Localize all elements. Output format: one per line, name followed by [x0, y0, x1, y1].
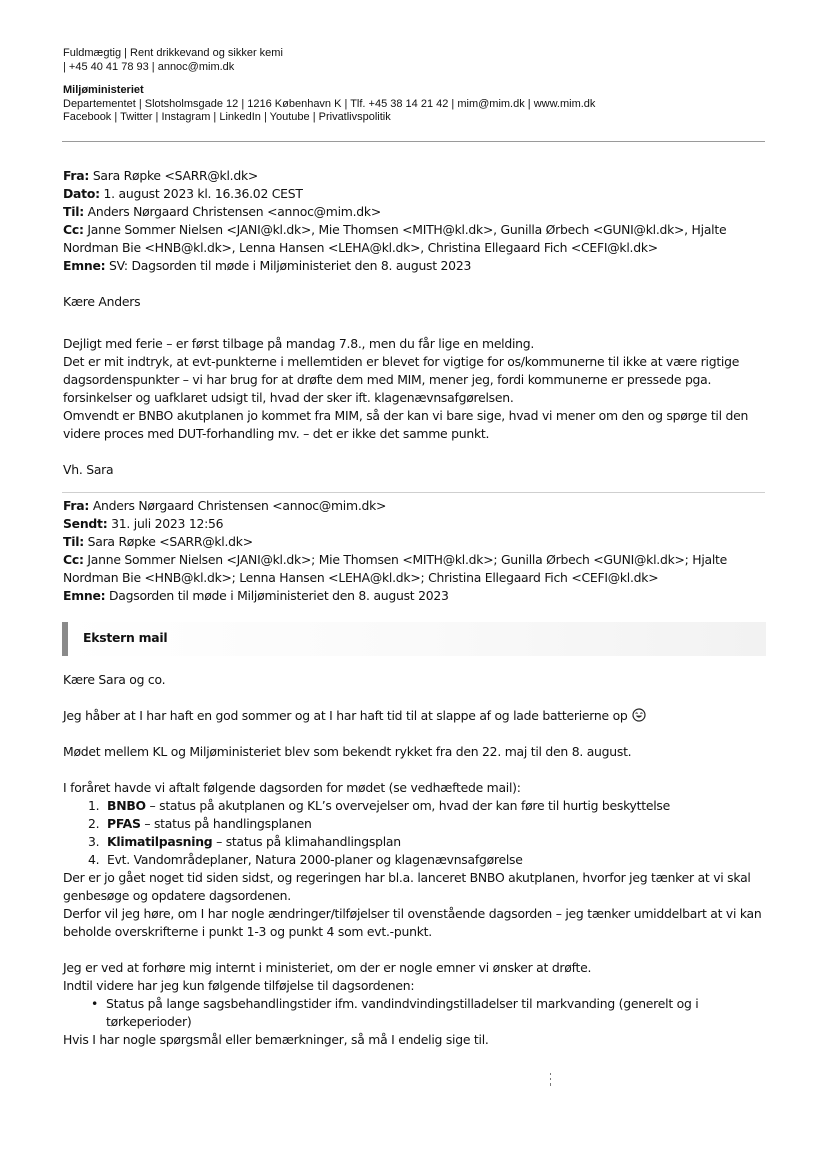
- signature-social: Facebook | Twitter | Instagram | LinkedIn | Youtube | Privatlivspolitik: [63, 111, 391, 123]
- divider: [62, 492, 765, 493]
- agenda-item: 2. PFAS – status på handlingsplanen: [88, 816, 312, 831]
- original-p2: Mødet mellem KL og Miljøministeriet blev som bekendt rykket fra den 22. maj til den 8. august.: [63, 744, 632, 759]
- reply-from: Fra: Sara Røpke <SARR@kl.dk>: [63, 168, 259, 183]
- original-p6: Jeg er ved at forhøre mig internt i ministeriet, om der er nogle emner vi ønsker at drøfte.: [63, 960, 592, 975]
- smiley-icon: [632, 708, 646, 722]
- reply-subject: Emne: SV: Dagsorden til møde i Miljøministeriet den 8. august 2023: [63, 258, 472, 273]
- scan-mark: [549, 1073, 552, 1087]
- signature-contact: | +45 40 41 78 93 | annoc@mim.dk: [63, 60, 235, 73]
- original-p3: I foråret havde vi aftalt følgende dagsorden for mødet (se vedhæftede mail):: [63, 780, 521, 795]
- original-from: Fra: Anders Nørgaard Christensen <annoc@mim.dk>: [63, 498, 387, 513]
- banner-bar: [62, 622, 68, 656]
- original-email-header: [63, 497, 775, 605]
- original-cc: Cc: Janne Sommer Nielsen <JANI@kl.dk>; Mie Thomsen <MITH@kl.dk>; Gunilla Ørbech <GUNI@kl.dk>; Hjalte Nordman Bie <HNB@kl.dk>; Lenna Hansen <LEHA@kl.dk>; Christina Ellegaard Fich <CEFI@kl.dk>: [63, 552, 728, 585]
- original-email-body: [63, 671, 775, 1049]
- agenda-item: 4. Evt. Vandområdeplaner, Natura 2000-planer og klagenævnsafgørelse: [88, 852, 523, 867]
- divider: [62, 141, 765, 142]
- original-p8: Hvis I har nogle spørgsmål eller bemærkninger, så må I endelig sige til.: [63, 1032, 489, 1047]
- original-p5: Derfor vil jeg høre, om I har nogle ændringer/tilføjelser til ovenstående dagsorden – jeg tænker umiddelbart at vi kan beholde overskrifterne i punkt 1-3 og punkt 4 som evt.-punkt.: [63, 906, 762, 939]
- reply-body: [63, 329, 775, 443]
- addition-item: • Status på lange sagsbehandlingstider ifm. vandindvindingstilladelser til markvanding (generelt og i tørkeperioder): [91, 996, 699, 1029]
- original-greeting: Kære Sara og co.: [63, 672, 166, 687]
- agenda-item: 3. Klimatilpasning – status på klimahandlingsplan: [88, 834, 401, 849]
- original-p1: Jeg håber at I har haft en god sommer og at I har haft tid til at slappe af og lade batterierne op: [63, 707, 775, 725]
- external-mail-banner: [62, 622, 766, 656]
- signature-role: Fuldmægtig | Rent drikkevand og sikker kemi: [63, 47, 283, 59]
- reply-date: Dato: 1. august 2023 kl. 16.36.02 CEST: [63, 186, 303, 201]
- reply-body-line: Det er mit indtryk, at evt-punkterne i mellemtiden er blevet for vigtige for os/kommunerne til ikke at være rigtige dagsordenspunkter – vi har brug for at drøfte dem med MIM, mener jeg, fordi kommunerne er pressede pga. forsinkelser og uafklaret udsigt til, hvad der sker ift. klagenævnsafgørelsen.: [63, 354, 740, 405]
- original-subject: Emne: Dagsorden til møde i Miljøministeriet den 8. august 2023: [63, 588, 449, 603]
- agenda-item: 1. BNBO – status på akutplanen og KL’s overvejelser om, hvad der kan føre til hurtig beskyttelse: [88, 798, 671, 813]
- original-p4: Der er jo gået noget tid siden sidst, og regeringen har bl.a. lanceret BNBO akutplanen, hvorfor jeg tænker at vi skal genbesøge og opdatere dagsordenen.: [63, 870, 751, 903]
- signature-block: [63, 47, 773, 125]
- signature-address: Departementet | Slotsholmsgade 12 | 1216 København K | Tlf. +45 38 14 21 42 | mim@mim.dk | www.mim.dk: [63, 97, 596, 110]
- addition-list: [63, 995, 775, 1031]
- signature-org: Miljøministeriet: [63, 84, 144, 96]
- banner-label: Ekstern mail: [83, 630, 168, 645]
- reply-body-line: Omvendt er BNBO akutplanen jo kommet fra MIM, så der kan vi bare sige, hvad vi mener om den og spørge til den videre proces med DUT-forhandling mv. – det er ikke det samme punkt.: [63, 408, 749, 441]
- original-p7: Indtil videre har jeg kun følgende tilføjelse til dagsordenen:: [63, 978, 415, 993]
- reply-body-line: Dejligt med ferie – er først tilbage på mandag 7.8., men du får lige en melding.: [63, 336, 535, 351]
- reply-greeting: Kære Anders: [63, 294, 141, 309]
- reply-to: Til: Anders Nørgaard Christensen <annoc@mim.dk>: [63, 204, 381, 219]
- original-sent: Sendt: 31. juli 2023 12:56: [63, 516, 224, 531]
- reply-signoff: Vh. Sara: [63, 462, 114, 477]
- reply-email: [63, 167, 775, 479]
- reply-cc: Cc: Janne Sommer Nielsen <JANI@kl.dk>, Mie Thomsen <MITH@kl.dk>, Gunilla Ørbech <GUNI@kl.dk>, Hjalte Nordman Bie <HNB@kl.dk>, Lenna Hansen <LEHA@kl.dk>, Christina Ellegaard Fich <CEFI@kl.dk>: [63, 222, 727, 255]
- original-to: Til: Sara Røpke <SARR@kl.dk>: [63, 534, 253, 549]
- agenda-list: [63, 797, 775, 869]
